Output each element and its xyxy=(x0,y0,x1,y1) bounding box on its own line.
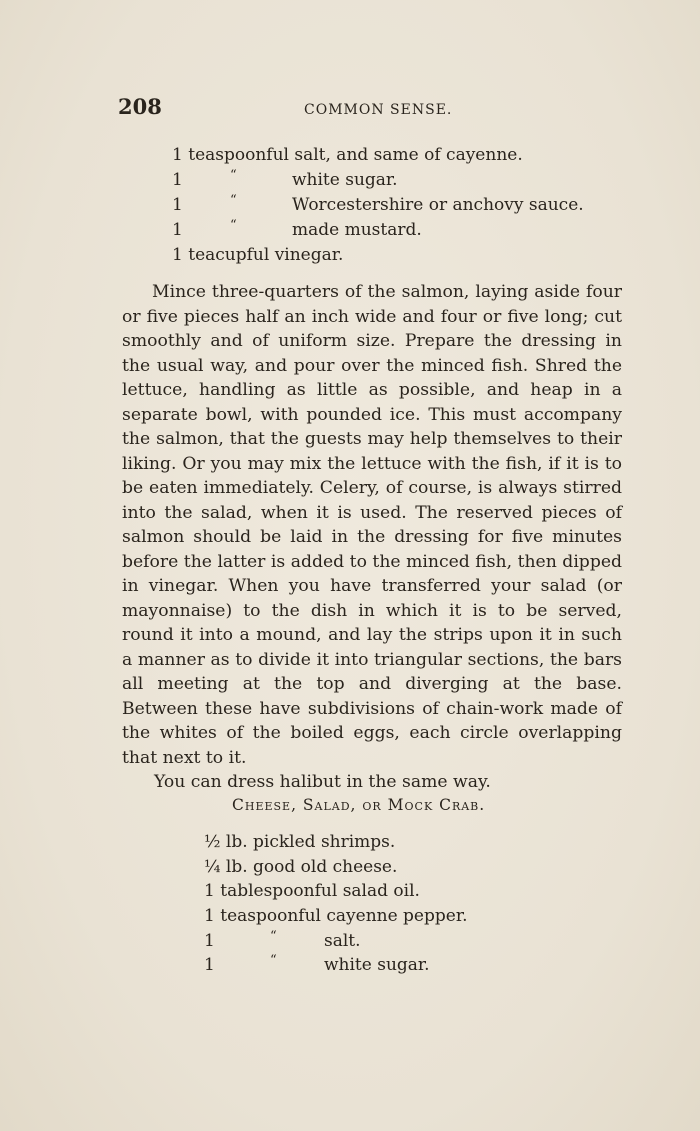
ditto-mark: “ xyxy=(270,953,277,968)
ingredient-line xyxy=(204,953,504,977)
ingredient-qty: 1 xyxy=(172,195,183,215)
ingredient-text: teaspoonful salt, and same of cayenne. xyxy=(188,145,523,165)
ditto-mark: “ xyxy=(230,218,237,233)
ingredient-line xyxy=(172,243,343,267)
ingredient-text: teacupful vinegar. xyxy=(188,245,344,265)
recipe-body xyxy=(122,280,622,795)
ingredient-text: made mustard. xyxy=(292,220,422,240)
ingredient-qty: 1 xyxy=(172,220,183,240)
ingredient-text: lb. good old cheese. xyxy=(225,857,398,877)
paragraph-main: Mince three-quarters of the salmon, laying aside four or five pieces half an inch wide and four or five long; cut smoothly and of uniform size. Prepare the dressing in the usual way, and pour over the minced fish. Shred the lettuce, handling as little as possible, and heap in a separate bowl, with pounded ice. This must accompany the salmon, that the guests may help themselves to their liking. Or you may mix the lettuce with the fish, if it is to be eaten immediately. Celery, of course, is always stirred into the salad, when it is used. The reserved pieces of salmon should be laid in the dressing for five minutes before the latter is added to the minced fish, then dipped in vinegar. When you have transferred your salad (or mayonnaise) to the dish in which it is to be served, round it into a mound, and lay the strips upon it in such a manner as to divide it into triangular sections, the bars all meeting at the top and diverging at the base. Between these have subdivisions of chain-work made of the whites of the boiled eggs, each circle overlapping that next to it. xyxy=(122,282,622,768)
ingredient-qty: 1 xyxy=(172,170,183,190)
paragraph-second: You can dress halibut in the same way. xyxy=(154,772,491,792)
ingredient-qty: 1 xyxy=(172,145,183,165)
ingredient-text: lb. pickled shrimps. xyxy=(225,832,396,852)
ingredient-line xyxy=(172,143,523,167)
ingredient-line xyxy=(204,904,467,928)
ingredient-text: white sugar. xyxy=(292,170,398,190)
ingredient-text: salt. xyxy=(324,931,361,951)
ingredient-qty: 1 xyxy=(204,906,215,926)
ingredient-qty: 1 xyxy=(204,931,215,951)
ingredient-line xyxy=(204,830,395,854)
ingredient-text: white sugar. xyxy=(324,955,430,975)
ingredient-qty: 1 xyxy=(172,245,183,265)
running-head: COMMON SENSE. xyxy=(304,102,453,118)
ditto-mark: “ xyxy=(270,929,277,944)
ingredient-qty: ¼ xyxy=(204,857,221,877)
ingredient-qty: ½ xyxy=(204,832,221,852)
ingredient-text: tablespoonful salad oil. xyxy=(220,881,420,901)
ingredient-text: Worcestershire or anchovy sauce. xyxy=(292,195,584,215)
ingredient-qty: 1 xyxy=(204,955,215,975)
ingredient-line xyxy=(204,855,397,879)
ingredient-line xyxy=(204,879,420,903)
page-header xyxy=(118,94,638,124)
ingredient-line xyxy=(172,218,592,242)
ditto-mark: “ xyxy=(230,193,237,208)
page-number: 208 xyxy=(118,94,162,119)
ingredient-qty: 1 xyxy=(204,881,215,901)
ingredient-line xyxy=(204,929,504,953)
section-title: Cheese, Salad, or Mock Crab. xyxy=(232,796,486,814)
ingredient-text: teaspoonful cayenne pepper. xyxy=(220,906,468,926)
ditto-mark: “ xyxy=(230,168,237,183)
